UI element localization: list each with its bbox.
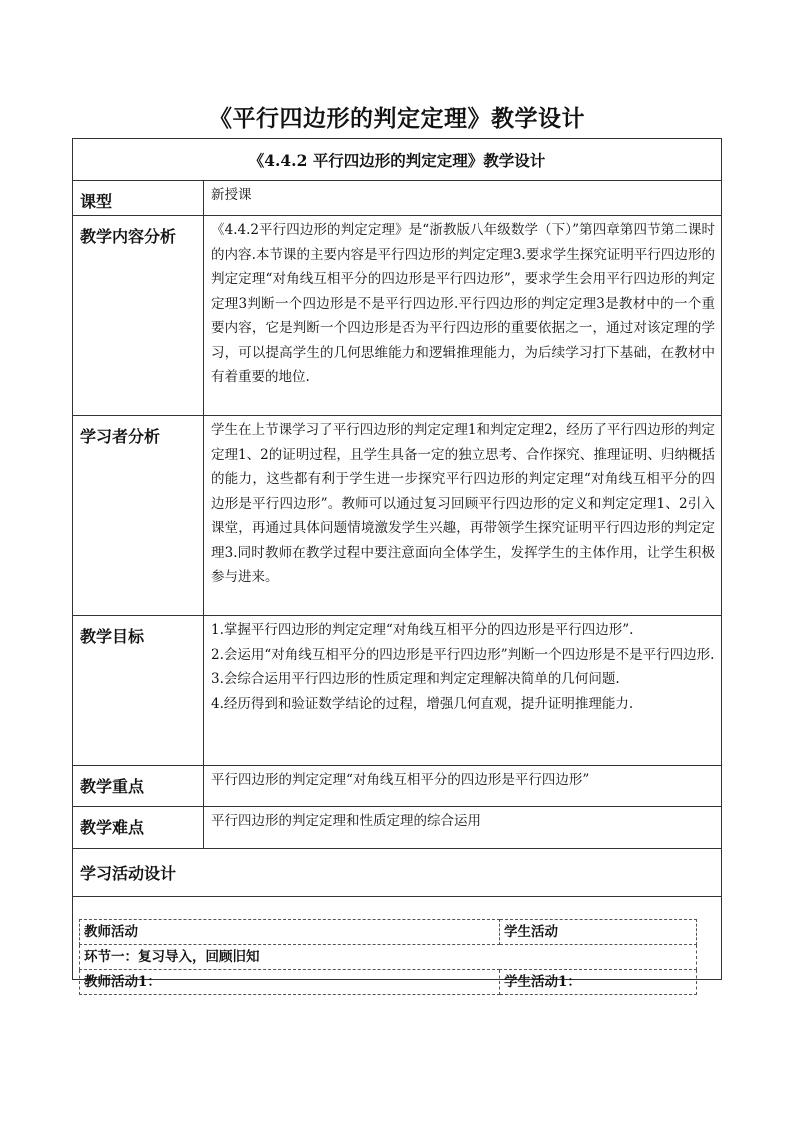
student-activity-header: 学生活动 [500,920,697,945]
page-title: 《平行四边形的判定定理》教学设计 [209,105,585,132]
table-row-key-points [73,766,722,807]
table-row-learner-analysis [73,416,722,616]
row-text: 平行四边形的判定定理和性质定理的综合运用 [211,813,481,829]
table-subtitle: 《4.4.2 平行四边形的判定定理》教学设计 [248,151,546,170]
section-one-title: 环节一：复习导入，回顾旧知 [80,945,697,970]
row-text: 《4.4.2平行四边形的判定定理》是“浙教版八年级数学（下）”第四章第四节第二课时的内容.本节课的主要内容是平行四边形的判定定理3.要求学生探究证明平行四边形的判定定理“对角线互相平分的四边形是平行四边形”，要求学生会用平行四边形的判定定理3判断一个四边形是不是平行四边形.平行四边形的判定定理3是教材中的一个重要内容，它是判断一个四边形是否为平行四边形的重要依据之一，通过对该定理的学习，可以提高学生的几何思维能力和逻辑推理能力，为后续学习打下基础，在教材中有着重要的地位. [211,222,715,385]
row-label: 学习者分析 [80,427,161,446]
row-text: 学生在上节课学习了平行四边形的判定定理1和判定定理2，经历了平行四边形的判定定理1、2的证明过程，且学生具备一定的独立思考、合作探究、推理证明、归纳概括的能力，这些都有利于学生进一步探究平行四边形的判定定理“对角线互相平分的四边形是平行四边形”。教师可以通过复习回顾平行四边形的定义和判定定理1、2引入课堂，再通过具体问题情境激发学生兴趣，再带领学生探究证明平行四边形的判定定理3.同时教师在教学过程中要注意面向全体学生，发挥学生的主体作用，让学生积极参与进来。 [211,422,715,585]
table-row-content-analysis [73,216,722,416]
activity-section-header: 学习活动设计 [80,864,177,883]
table-row-course-type [73,181,722,216]
row-label: 教学目标 [80,627,145,646]
row-label: 教学重点 [80,777,145,796]
teacher-activity-header: 教师活动 [80,920,500,945]
objective-item: 2.会运用“对角线互相平分的四边形是平行四边形”判断一个四边形是不是平行四边形. [211,646,715,663]
row-label: 教学难点 [80,818,145,837]
objective-item: 3.会综合运用平行四边形的性质定理和判定定理解决简单的几何问题. [211,671,620,687]
row-label: 教学内容分析 [80,227,177,246]
activity-table [79,919,697,995]
table-row-difficulties [73,807,722,849]
table-row-objectives [73,616,722,766]
table-subtitle-cell [73,139,722,181]
objective-item: 4.经历得到和验证数学结论的过程，增强几何直观，提升证明推理能力. [211,695,634,712]
row-text: 新授课 [211,187,252,203]
student-activity-1: 学生活动1： [500,970,697,995]
row-text: 平行四边形的判定定理“对角线互相平分的四边形是平行四边形” [211,772,590,788]
row-label: 课型 [80,192,113,211]
lesson-plan-table [72,138,722,990]
teacher-activity-1: 教师活动1： [80,970,500,995]
objective-item: 1.掌握平行四边形的判定定理“对角线互相平分的四边形是平行四边形”. [211,622,634,638]
